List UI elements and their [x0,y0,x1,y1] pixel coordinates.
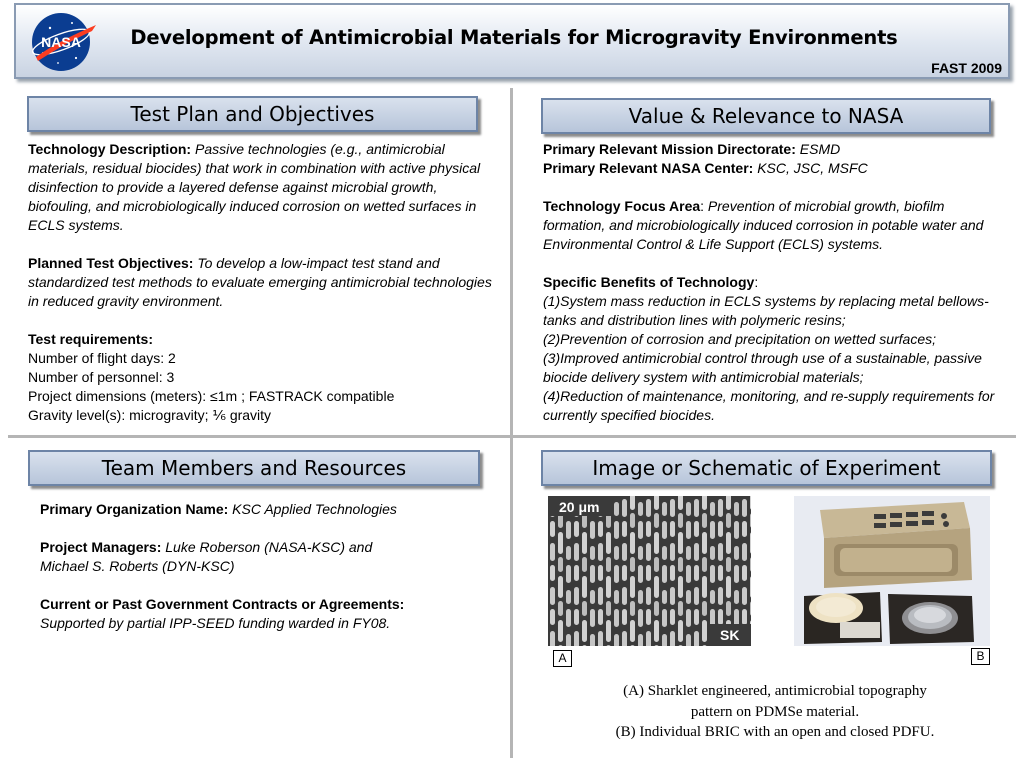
figure-caption [560,681,990,743]
panel-label-b: B [971,648,990,665]
requirement-item: Number of personnel: 3 [28,369,175,385]
focus-area: Technology Focus Area: Prevention of microbial growth, biofilm formation, and microbiologically induced corrosion in potable water and Environmental Control & Life Support (ECLS) systems. [543,198,984,252]
requirements-heading: Test requirements: [28,331,153,347]
benefit-item: (3)Improved antimicrobial control through use of a sustainable, passive biocide delivery system with antimicrobial materials; [543,350,982,385]
nasa-center: Primary Relevant NASA Center: KSC, JSC, MSFC [543,160,868,176]
section-heading-team: Team Members and Resources [28,450,480,486]
planned-objectives: Planned Test Objectives: To develop a low-impact test stand and standardized test methods to evaluate emerging antimicrobial technologies in reduced gravity environment. [28,255,492,309]
sharklet-topography-image [548,496,751,646]
project-managers: Project Managers: Luke Roberson (NASA-KSC) and [40,539,373,555]
contracts-heading: Current or Past Government Contracts or Agreements: [40,596,405,612]
tech-description: Technology Description: Passive technologies (e.g., antimicrobial materials, residual biocides) that work in combination with active physical disinfection to provide a layered defense against microbial growth, biofouling, and microbiologically induced corrosion on wetted surfaces in ECLS systems. [28,141,481,233]
contracts-value: Supported by partial IPP-SEED funding warded in FY08. [40,615,391,631]
project-managers-cont: Michael S. Roberts (DYN-KSC) [40,558,235,574]
benefits-heading: Specific Benefits of Technology: [543,274,759,290]
team-body [40,500,490,633]
benefit-item: (2)Prevention of corrosion and precipitation on wetted surfaces; [543,331,936,347]
caption-line: (A) Sharklet engineered, antimicrobial topography [623,683,927,699]
nasa-logo-text: NASA [41,34,81,50]
page-title: Development of Antimicrobial Materials for Microgravity Environments [130,26,898,49]
vertical-divider [510,88,513,758]
caption-line: (B) Individual BRIC with an open and closed PDFU. [615,724,935,740]
benefit-item: (4)Reduction of maintenance, monitoring, and re-supply requirements for currently specified biocides. [543,388,995,423]
section-heading-experiment: Image or Schematic of Experiment [541,450,992,486]
bric-hardware-image [794,496,990,646]
panel-label-a: A [553,650,572,667]
requirement-item: Number of flight days: 2 [28,350,176,366]
sk-label: SK [720,627,740,643]
value-body [543,140,1003,425]
section-heading-value: Value & Relevance to NASA [541,98,991,134]
scale-bar-label: 20 μm [559,499,600,515]
horizontal-divider [8,435,1016,438]
mission-directorate: Primary Relevant Mission Directorate: ESMD [543,141,841,157]
organization: Primary Organization Name: KSC Applied Technologies [40,501,397,517]
test-plan-body [28,140,502,425]
requirement-item: Project dimensions (meters): ≤1m ; FASTRACK compatible [28,388,395,404]
requirement-item: Gravity level(s): microgravity; ⅙ gravity [28,407,272,423]
section-heading-test-plan: Test Plan and Objectives [27,96,478,132]
caption-line: pattern on PDMSe material. [690,703,860,720]
header-banner [14,3,1010,79]
benefit-item: (1)System mass reduction in ECLS systems by replacing metal bellows-tanks and distribution lines with polymeric resins; [543,293,989,328]
fast-badge: FAST 2009 [931,60,1002,76]
